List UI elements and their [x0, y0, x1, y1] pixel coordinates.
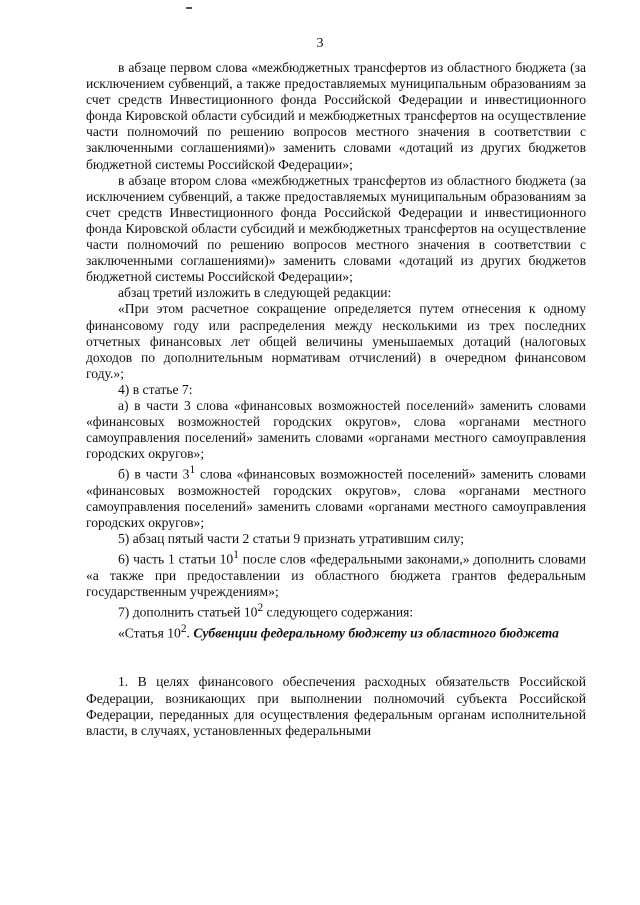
paragraph-9-start: 6) часть 1 статьи 10: [118, 551, 234, 567]
paragraph-10-rest: следующего содержания:: [263, 604, 414, 620]
paragraph-7: [86, 462, 586, 531]
paragraph-7-rest: слова «финансовых возможностей поселений» заменить словами «финансовых возможностей городских округов», слова «органами местного самоуправления поселений» заменить словами «органами местного самоуправления городских округов»;: [86, 466, 586, 531]
paragraph-9-rest: после слов «федеральными законами,» дополнить словами «а также при предоставлении из областного бюджета грантов федеральным государственным учреждениям»;: [86, 551, 587, 600]
paragraph-2: в абзаце втором слова «межбюджетных трансфертов из областного бюджета (за исключением субвенций, а также предоставляемых муниципальным образованиям за счет средств Инвестиционного фонда Российской Федерации и инвестиционного фонда Кировской области субсидий и межбюджетных трансфертов на осуществление части полномочий по решению вопросов местного значения в соответствии с заключенными соглашениями)» заменить словами «дотаций из других бюджетов бюджетной системы Российской Федерации»;: [86, 172, 586, 285]
paragraph-10-start: 7) дополнить статьей 10: [118, 604, 258, 620]
article-heading-title: Субвенции федеральному бюджету из областного бюджета: [193, 625, 559, 641]
document-body: [86, 60, 586, 739]
paragraph-3: абзац третий изложить в следующей редакции:: [118, 285, 392, 301]
paragraph-5: 4) в статье 7:: [118, 381, 193, 397]
paragraph-10: [86, 600, 586, 621]
article-heading-dot: .: [186, 625, 194, 641]
superscript: 1: [233, 549, 239, 562]
page-number: 3: [316, 36, 324, 51]
paragraph-6: а) в части 3 слова «финансовых возможностей поселений» заменить словами «финансовых возможностей городских округов», слова «органами местного самоуправления поселений» заменить словами «органами местного самоуправления городских округов»;: [86, 397, 586, 462]
superscript: 1: [189, 464, 196, 477]
superscript: 2: [180, 622, 187, 635]
paragraph-12: 1. В целях финансового обеспечения расходных обязательств Российской Федерации, возникающих при выполнении полномочий субъекта Российской Федерации, переданных для осуществления федеральным органам исполнительной власти, в случаях, установленных федеральными: [86, 674, 586, 738]
article-heading: [86, 621, 586, 642]
paragraph-1: в абзаце первом слова «межбюджетных трансфертов из областного бюджета (за исключением субвенций, а также предоставляемых муниципальным образованиям за счет средств Инвестиционного фонда Российской Федерации и инвестиционного фонда Кировской области субсидий и межбюджетных трансфертов на осуществление части полномочий по решению вопросов местного значения в соответствии с заключенными соглашениями)» заменить словами «дотаций из других бюджетов бюджетной системы Российской Федерации»;: [86, 60, 586, 172]
scan-mark: [186, 7, 192, 9]
paragraph-4: «При этом расчетное сокращение определяется путем отнесения к одному финансовому году или распределения между несколькими из трех последних отчетных финансовых лет общей величины уменьшаемых дотаций (налоговых доходов по дополнительным нормативам отчислений) в очередном финансовом году.»;: [86, 301, 586, 381]
paragraph-7-start: б) в части 3: [118, 466, 190, 482]
article-heading-start: «Статья 10: [118, 625, 181, 641]
paragraph-9: [86, 547, 586, 600]
paragraph-8: 5) абзац пятый части 2 статьи 9 признать утратившим силу;: [118, 531, 465, 547]
superscript: 2: [257, 602, 264, 615]
